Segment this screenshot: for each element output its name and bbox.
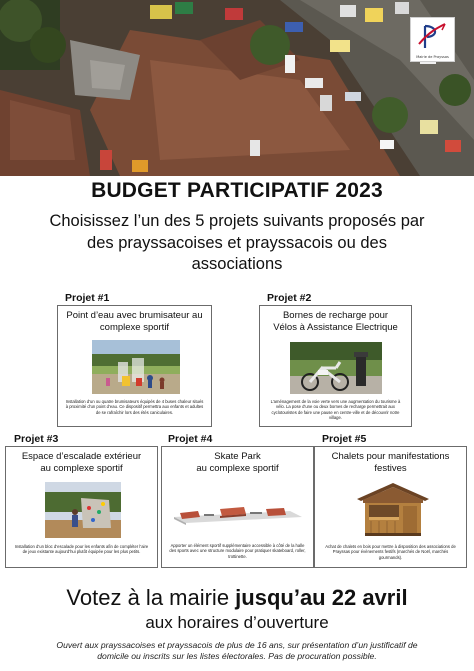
subtitle-line-1: Choisissez l’un des 5 projets suivants proposés par: [49, 212, 425, 230]
project-3-title-line-2: au complexe sportif: [40, 463, 123, 474]
project-3-title: [6, 447, 157, 475]
project-2-title-line-2: Vélos à Assistance Electrique: [273, 322, 398, 333]
vote-deadline: jusqu’au 22 avril: [235, 585, 408, 610]
mairie-logo-icon: [411, 18, 454, 54]
project-5-card[interactable]: [314, 446, 467, 568]
eligibility-note-line-1: Ouvert aux prayssacoises et prayssacois de plus de 16 ans, sur présentation d’un justificatif de: [56, 640, 418, 650]
project-1-card[interactable]: [57, 305, 212, 427]
project-4-title-line-1: Skate Park: [214, 451, 261, 462]
project-5-title: [315, 447, 466, 475]
logo-caption: Mairie de Prayssas: [416, 55, 449, 59]
project-1-title-line-2: complexe sportif: [99, 322, 170, 333]
project-5-title-line-2: festives: [374, 463, 407, 474]
project-4-label: Projet #4: [168, 433, 213, 445]
project-1-description: Installation d’un ou quatre brumisateurs équipés de 4 buses chaleur situés à proximité d’un point d’eau. Ce dispositif permettra aux enfants et adultes de se rafraîchir lors des étés caniculaires.: [65, 399, 204, 415]
vote-prefix: Votez à la mairie: [66, 585, 236, 610]
project-1-label: Projet #1: [65, 292, 110, 304]
project-3-label: Projet #3: [14, 433, 59, 445]
project-5-description: Achat de chalets en bois pour mettre à disposition des associations de Prayssas pour évènements festifs (marchés de Noël, marchés gourmands).: [325, 544, 456, 560]
project-4-card[interactable]: [161, 446, 314, 568]
eligibility-note: [20, 640, 454, 662]
page-title: BUDGET PARTICIPATIF 2023: [91, 179, 383, 202]
project-5-label: Projet #5: [322, 433, 367, 445]
wooden-chalet-image: [355, 479, 431, 541]
project-3-photo: [45, 482, 121, 538]
vote-call-to-action: [0, 585, 474, 611]
climbing-wall-image: [45, 482, 121, 538]
project-4-photo: [170, 497, 306, 525]
project-2-title: [260, 306, 411, 334]
opening-hours-text: aux horaires d’ouverture: [145, 613, 329, 632]
project-3-description: Installation d’un bloc d’escalade pour les enfants afin de compléter l’aire de jeux existante aujourd’hui plutôt équipée pour les plus petits.: [14, 544, 149, 555]
project-1-title: [58, 306, 211, 334]
project-2-card[interactable]: [259, 305, 412, 427]
project-4-title-line-2: au complexe sportif: [196, 463, 279, 474]
project-3-title-line-1: Espace d’escalade extérieur: [21, 451, 142, 462]
project-1-title-line-1: Point d’eau avec brumisateur au: [66, 310, 203, 321]
project-2-label: Projet #2: [267, 292, 312, 304]
project-2-description: L’aménagement de la voie verte vers une augmentation du tourisme à vélo. La pose d’une ou deux bornes de recharge permettrait aux cyclotouristes de faire une pause en centre-ville et de découvrir notre village.: [270, 399, 401, 421]
eligibility-note-line-2: domicile ou inscrits sur les listes électorales. Pas de procuration possible.: [97, 651, 377, 661]
project-4-title: [162, 447, 313, 475]
misting-fountain-image: [92, 340, 180, 394]
project-1-photo: [92, 340, 180, 394]
project-2-photo: [290, 342, 382, 394]
page-subtitle: [4, 211, 470, 276]
project-2-title-line-1: Bornes de recharge pour: [282, 310, 389, 321]
project-4-description: Apporter un élément sportif supplémentaire accessible à côté de la halle des sports avec une structure modulaire pour pratiquer skateboard, roller, trottinette.: [169, 543, 306, 559]
aerial-village-image: [0, 0, 474, 176]
aerial-photo-banner: [0, 0, 474, 176]
mairie-logo: [410, 17, 455, 62]
project-5-title-line-1: Chalets pour manifestations: [331, 451, 450, 462]
ebike-charging-image: [290, 342, 382, 394]
project-5-photo: [355, 479, 431, 541]
subtitle-line-2: des prayssacoises et prayssacois ou des: [87, 233, 387, 252]
subtitle-line-3: associations: [191, 255, 283, 273]
skate-park-render-image: [170, 497, 306, 525]
project-3-card[interactable]: [5, 446, 158, 568]
